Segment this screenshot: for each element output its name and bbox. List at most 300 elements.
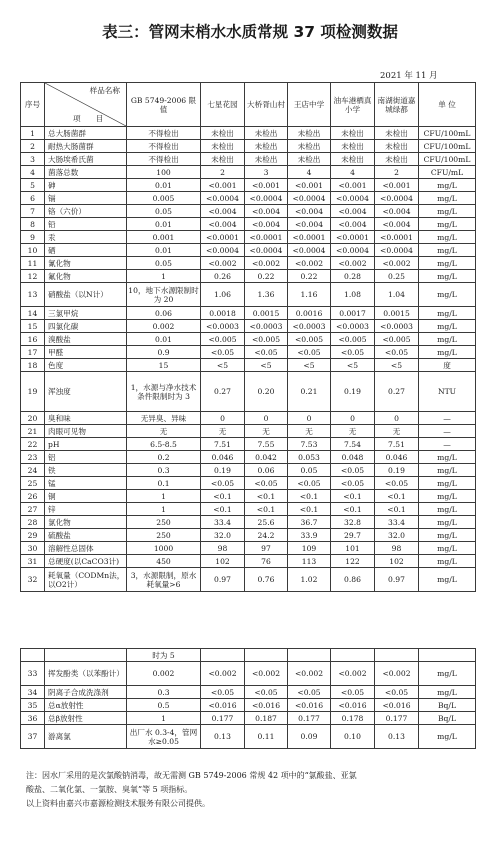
row-value-site-2: 未检出 [245, 127, 288, 140]
row-value-site-5: <0.05 [375, 686, 419, 699]
row-value-site-3: <5 [288, 359, 331, 372]
row-value-site-4: 0.28 [331, 270, 375, 283]
report-date: 2021 年 11 月 [380, 71, 438, 81]
row-unit: mg/L [419, 686, 476, 699]
row-value-site-5: 未检出 [375, 127, 419, 140]
row-value-site-1: <0.005 [201, 333, 245, 346]
row-value-site-1: 0.046 [201, 451, 245, 464]
row-unit: mg/L [419, 283, 476, 307]
table-row [21, 451, 476, 464]
row-item: 锰 [45, 477, 127, 490]
row-limit: 6.5-8.5 [127, 438, 201, 451]
row-index: 14 [21, 307, 45, 320]
row-item: 溶解性总固体 [45, 542, 127, 555]
table-row [21, 725, 476, 749]
row-value-site-1: 无 [201, 425, 245, 438]
row-value-site-4: <0.05 [331, 686, 375, 699]
row-value-site-4: 7.54 [331, 438, 375, 451]
row-limit: 0.001 [127, 231, 201, 244]
row-value-site-2: <0.05 [245, 686, 288, 699]
table-row [21, 307, 476, 320]
row-unit: NTU [419, 372, 476, 412]
row-value-site-1: 2 [201, 166, 245, 179]
row-limit: 0.05 [127, 257, 201, 270]
row-item: 三氯甲烷 [45, 307, 127, 320]
row-value-site-5: 0.0015 [375, 307, 419, 320]
row-limit: 250 [127, 516, 201, 529]
row-item: 氯化物 [45, 516, 127, 529]
header-site-5: 南湖街道嘉城绿都 [375, 83, 419, 127]
row-value-site-5: 0 [375, 412, 419, 425]
table-row [21, 346, 476, 359]
row-limit: 0.01 [127, 179, 201, 192]
row-value-site-2: 0 [245, 412, 288, 425]
row-value-site-2: <0.0001 [245, 231, 288, 244]
row-unit: mg/L [419, 568, 476, 592]
row-value-site-3: <0.1 [288, 503, 331, 516]
row-value-site-5: 0.27 [375, 372, 419, 412]
row-value-site-2: <0.002 [245, 662, 288, 686]
row-item: 总硬度(以CaCO3计) [45, 555, 127, 568]
header-standard: GB 5749-2006 限值 [127, 83, 201, 127]
row-value-site-1: 0 [201, 412, 245, 425]
row-index: 36 [21, 712, 45, 725]
row-value-site-4: 未检出 [331, 153, 375, 166]
row-limit: 无 [127, 425, 201, 438]
row-index: 32 [21, 568, 45, 592]
row-index: 1 [21, 127, 45, 140]
row-value-site-2: 0.76 [245, 568, 288, 592]
row-value-site-1: 0.97 [201, 568, 245, 592]
row-value-site-4: <0.004 [331, 205, 375, 218]
row-item: 菌落总数 [45, 166, 127, 179]
table-row [21, 503, 476, 516]
row-value-site-3: 0.21 [288, 372, 331, 412]
row-unit: mg/L [419, 464, 476, 477]
row-value-site-1: <0.004 [201, 218, 245, 231]
row-value-site-4: <0.004 [331, 218, 375, 231]
row-unit: mg/L [419, 179, 476, 192]
row-value-site-1: <0.1 [201, 490, 245, 503]
header-index: 序号 [21, 83, 45, 127]
row-limit: 不得检出 [127, 153, 201, 166]
row-value-site-1: 32.0 [201, 529, 245, 542]
row-value-site-4: <0.0004 [331, 244, 375, 257]
table-row-continued-limit [21, 649, 476, 662]
table-row [21, 153, 476, 166]
row-item: 锌 [45, 503, 127, 516]
row-value-site-3: 33.9 [288, 529, 331, 542]
row-value-site-3: <0.005 [288, 333, 331, 346]
row-value-site-2: <0.05 [245, 477, 288, 490]
table-row [21, 205, 476, 218]
table-row [21, 542, 476, 555]
row-item: 砷 [45, 179, 127, 192]
row-limit: 15 [127, 359, 201, 372]
header-site-3: 王店中学 [288, 83, 331, 127]
row-value-site-2: <0.0004 [245, 192, 288, 205]
row-unit: mg/L [419, 555, 476, 568]
row-value-site-1: 0.19 [201, 464, 245, 477]
row-value-site-3: 0 [288, 412, 331, 425]
row-value-site-5: 未检出 [375, 140, 419, 153]
row-value-site-1: <0.016 [201, 699, 245, 712]
row-value-site-3: <0.001 [288, 179, 331, 192]
row-value-site-3: <0.05 [288, 477, 331, 490]
row-value-site-1: 0.0018 [201, 307, 245, 320]
table-row [21, 320, 476, 333]
row-value-site-5: 未检出 [375, 153, 419, 166]
row-value-site-5: 32.0 [375, 529, 419, 542]
row-value-site-3: <0.1 [288, 490, 331, 503]
row-index: 21 [21, 425, 45, 438]
row-value-site-5: <5 [375, 359, 419, 372]
row-limit: 出厂水 0.3-4，管网水≥0.05 [127, 725, 201, 749]
row-unit: mg/L [419, 662, 476, 686]
row-value-site-1: <0.05 [201, 346, 245, 359]
row-value-site-3: 109 [288, 542, 331, 555]
table-row [21, 244, 476, 257]
row-index: 12 [21, 270, 45, 283]
row-index: 16 [21, 333, 45, 346]
row-value-site-1: <0.001 [201, 179, 245, 192]
row-value-site-5: 1.04 [375, 283, 419, 307]
row-value-site-1: <0.002 [201, 662, 245, 686]
row-value-site-1: 未检出 [201, 140, 245, 153]
row-item: 氟化物 [45, 270, 127, 283]
row-value-site-1: 0.27 [201, 372, 245, 412]
row-value-site-1: 0.26 [201, 270, 245, 283]
row-value-site-5: <0.05 [375, 477, 419, 490]
row-index: 6 [21, 192, 45, 205]
row-value-site-5: <0.004 [375, 218, 419, 231]
row-unit: mg/L [419, 725, 476, 749]
row-unit: mg/L [419, 333, 476, 346]
page-title: 表三：管网末梢水水质常规 37 项检测数据 [102, 23, 398, 41]
row-value-site-3: 0.05 [288, 464, 331, 477]
row-value-site-3: 未检出 [288, 127, 331, 140]
row-index: 8 [21, 218, 45, 231]
row-value-site-2: 7.55 [245, 438, 288, 451]
row-value-site-5: 0.046 [375, 451, 419, 464]
row-value-site-2: 3 [245, 166, 288, 179]
row-value-site-4: <0.002 [331, 662, 375, 686]
header-sample-name: 样品名称 [89, 86, 120, 95]
table-row [21, 568, 476, 592]
row-value-site-2: <0.005 [245, 333, 288, 346]
table-row [21, 490, 476, 503]
row-value-site-3: <0.0001 [288, 231, 331, 244]
row-index: 24 [21, 464, 45, 477]
row-value-site-4: <0.1 [331, 490, 375, 503]
row-value-site-5: <0.004 [375, 205, 419, 218]
row-unit: CFU/mL [419, 166, 476, 179]
header-item-diagonal [45, 83, 127, 127]
row-index: 33 [21, 662, 45, 686]
row-item: 总大肠菌群 [45, 127, 127, 140]
row-value-site-5: 0.25 [375, 270, 419, 283]
row-value-site-2: 未检出 [245, 153, 288, 166]
footnote-line-1: 注：因水厂采用的是次氯酸钠消毒，故无需测 GB 5749-2006 常规 42 项中的“氯酸盐、亚氯 [26, 771, 357, 780]
row-unit: mg/L [419, 218, 476, 231]
row-value-site-4: 未检出 [331, 140, 375, 153]
row-unit: mg/L [419, 231, 476, 244]
row-value-site-1: 33.4 [201, 516, 245, 529]
row-item: 铅 [45, 218, 127, 231]
row-value-site-1: 98 [201, 542, 245, 555]
row-value-site-3: 7.53 [288, 438, 331, 451]
row-value-site-5: 0.13 [375, 725, 419, 749]
row-limit: 0.3 [127, 686, 201, 699]
row-item: 耐热大肠菌群 [45, 140, 127, 153]
row-limit: 0.002 [127, 320, 201, 333]
row-value-site-1: <0.05 [201, 477, 245, 490]
row-unit: CFU/100mL [419, 127, 476, 140]
row-limit: 1 [127, 490, 201, 503]
row-value-site-2: <0.002 [245, 257, 288, 270]
table-header-row [21, 83, 476, 127]
table-row [21, 257, 476, 270]
row-limit: 0.9 [127, 346, 201, 359]
row-item: 铁 [45, 464, 127, 477]
row-value-site-1: 102 [201, 555, 245, 568]
row-unit: Bq/L [419, 699, 476, 712]
row-value-site-3: 0.22 [288, 270, 331, 283]
row-unit: CFU/100mL [419, 140, 476, 153]
row-item: 挥发酚类（以苯酚计） [45, 662, 127, 686]
footnote-line-3: 以上资料由嘉兴市嘉源检测技术服务有限公司提供。 [26, 799, 210, 808]
row-item: 大肠埃希氏菌 [45, 153, 127, 166]
row-limit: 1 [127, 712, 201, 725]
row-value-site-2: <0.004 [245, 205, 288, 218]
row-index: 19 [21, 372, 45, 412]
row-item: 镉 [45, 192, 127, 205]
table-row [21, 477, 476, 490]
row-value-site-4: <5 [331, 359, 375, 372]
row-index: 25 [21, 477, 45, 490]
row-value-site-4: 0.86 [331, 568, 375, 592]
header-item: 项 目 [73, 114, 104, 123]
row-index: 35 [21, 699, 45, 712]
row-value-site-4: <0.05 [331, 464, 375, 477]
row-item: 铜 [45, 490, 127, 503]
row-value-site-2: <5 [245, 359, 288, 372]
row-index: 23 [21, 451, 45, 464]
row-item: 总β放射性 [45, 712, 127, 725]
row-value-site-5: 0.97 [375, 568, 419, 592]
table-row [21, 231, 476, 244]
table-row [21, 425, 476, 438]
row-item: 耗氧量（CODMn法，以O2计） [45, 568, 127, 592]
header-site-4: 油车港栖真小学 [331, 83, 375, 127]
row-item: 游离氯 [45, 725, 127, 749]
row-value-site-3: 113 [288, 555, 331, 568]
row-value-site-3: 1.02 [288, 568, 331, 592]
row-value-site-3: 未检出 [288, 153, 331, 166]
row-value-site-4: 0.0017 [331, 307, 375, 320]
row-item: 氰化物 [45, 257, 127, 270]
row-unit: — [419, 425, 476, 438]
row-item: 汞 [45, 231, 127, 244]
row-value-site-4: <0.0001 [331, 231, 375, 244]
row-index: 28 [21, 516, 45, 529]
row-unit: Bq/L [419, 712, 476, 725]
row-value-site-3: 36.7 [288, 516, 331, 529]
row-value-site-3: <0.0004 [288, 244, 331, 257]
row-limit: 0.5 [127, 699, 201, 712]
row-limit: 10，地下水源限制时为 20 [127, 283, 201, 307]
table-row [21, 166, 476, 179]
row-value-site-5: 无 [375, 425, 419, 438]
row-value-site-2: 0.0015 [245, 307, 288, 320]
header-site-1: 七星花园 [201, 83, 245, 127]
row-limit: 0.2 [127, 451, 201, 464]
table-row [21, 359, 476, 372]
row-index: 31 [21, 555, 45, 568]
row-unit: mg/L [419, 477, 476, 490]
table-row [21, 438, 476, 451]
row-unit: mg/L [419, 244, 476, 257]
row-value-site-4: <0.001 [331, 179, 375, 192]
row-limit: 0.06 [127, 307, 201, 320]
row-unit: mg/L [419, 529, 476, 542]
row-item: 总α放射性 [45, 699, 127, 712]
row-value-site-1: <0.0004 [201, 244, 245, 257]
row-index: 7 [21, 205, 45, 218]
row-value-site-2: 0.11 [245, 725, 288, 749]
row-value-site-4: 0.10 [331, 725, 375, 749]
row-value-site-4: 0.19 [331, 372, 375, 412]
row-unit: CFU/100mL [419, 153, 476, 166]
row-limit: 不得检出 [127, 127, 201, 140]
table-row [21, 699, 476, 712]
row-value-site-2: 76 [245, 555, 288, 568]
row-unit: mg/L [419, 320, 476, 333]
row-value-site-3: <0.002 [288, 257, 331, 270]
row-value-site-5: <0.0004 [375, 244, 419, 257]
row-item: pH [45, 438, 127, 451]
row-value-site-4: 122 [331, 555, 375, 568]
row-unit: mg/L [419, 516, 476, 529]
row-index: 11 [21, 257, 45, 270]
row-value-site-2: 24.2 [245, 529, 288, 542]
row-value-site-5: 98 [375, 542, 419, 555]
header-unit: 单 位 [419, 83, 476, 127]
row-item: 臭和味 [45, 412, 127, 425]
row-value-site-2: <0.0004 [245, 244, 288, 257]
row-value-site-4: <0.05 [331, 346, 375, 359]
row-limit: 0.01 [127, 333, 201, 346]
row-index: 9 [21, 231, 45, 244]
row-value-site-5: <0.05 [375, 346, 419, 359]
footnote-line-2: 酸盐、二氧化氯、一氯胺、臭氧”等 5 项指标。 [26, 785, 193, 794]
row-limit: 250 [127, 529, 201, 542]
row-value-site-1: <0.05 [201, 686, 245, 699]
row-value-site-3: 4 [288, 166, 331, 179]
row-item: 四氯化碳 [45, 320, 127, 333]
table-row [21, 270, 476, 283]
row-value-site-3: <0.004 [288, 218, 331, 231]
row-index: 18 [21, 359, 45, 372]
row-value-site-4: <0.0004 [331, 192, 375, 205]
row-value-site-4: 未检出 [331, 127, 375, 140]
row-limit: 450 [127, 555, 201, 568]
row-limit: 0.01 [127, 218, 201, 231]
row-index: 37 [21, 725, 45, 749]
table-row [21, 192, 476, 205]
row-index: 5 [21, 179, 45, 192]
row-value-site-4: <0.016 [331, 699, 375, 712]
table-row [21, 283, 476, 307]
table-row [21, 179, 476, 192]
row-limit: 无异臭、异味 [127, 412, 201, 425]
row-limit: 3，水源限制，原水耗氧量>6 [127, 568, 201, 592]
row-index: 2 [21, 140, 45, 153]
row-limit: 0.002 [127, 662, 201, 686]
row-value-site-5: <0.0003 [375, 320, 419, 333]
row-value-site-2: 97 [245, 542, 288, 555]
row-value-site-1: 0.177 [201, 712, 245, 725]
row-value-site-4: <0.1 [331, 503, 375, 516]
table-row [21, 516, 476, 529]
row-item: 阴离子合成洗涤剂 [45, 686, 127, 699]
row-value-site-5: 33.4 [375, 516, 419, 529]
header-site-2: 大桥胥山村 [245, 83, 288, 127]
row-value-site-3: <0.05 [288, 686, 331, 699]
row-item: 硝酸盐（以N计） [45, 283, 127, 307]
row-value-site-1: 7.51 [201, 438, 245, 451]
row-limit: 100 [127, 166, 201, 179]
row-index: 10 [21, 244, 45, 257]
row-value-site-2: <0.05 [245, 346, 288, 359]
row-value-site-2: 1.36 [245, 283, 288, 307]
row-value-site-3: 无 [288, 425, 331, 438]
row-value-site-3: <0.002 [288, 662, 331, 686]
row-value-site-2: 0.22 [245, 270, 288, 283]
row-value-site-1: 0.13 [201, 725, 245, 749]
table-row [21, 662, 476, 686]
table-row [21, 686, 476, 699]
row-value-site-1: <0.0001 [201, 231, 245, 244]
row-value-site-2: 0.20 [245, 372, 288, 412]
row-unit: mg/L [419, 205, 476, 218]
row-value-site-3: 0.053 [288, 451, 331, 464]
row-value-site-4: 无 [331, 425, 375, 438]
row-value-site-4: 32.8 [331, 516, 375, 529]
row-value-site-4: 4 [331, 166, 375, 179]
row-value-site-4: 29.7 [331, 529, 375, 542]
row-index: 3 [21, 153, 45, 166]
row-value-site-1: 未检出 [201, 153, 245, 166]
row-value-site-5: <0.001 [375, 179, 419, 192]
row-value-site-4: <0.005 [331, 333, 375, 346]
row-index: 20 [21, 412, 45, 425]
row-value-site-1: <5 [201, 359, 245, 372]
row-unit: mg/L [419, 346, 476, 359]
row-limit: 不得检出 [127, 140, 201, 153]
row-value-site-3: <0.0003 [288, 320, 331, 333]
row-value-site-2: 0.187 [245, 712, 288, 725]
row-limit: 0.3 [127, 464, 201, 477]
row-value-site-2: 0.06 [245, 464, 288, 477]
row-value-site-1: <0.0003 [201, 320, 245, 333]
continued-limit: 时为 5 [127, 649, 201, 662]
row-value-site-2: <0.1 [245, 490, 288, 503]
row-index: 17 [21, 346, 45, 359]
row-limit: 1000 [127, 542, 201, 555]
row-value-site-2: 无 [245, 425, 288, 438]
table-row [21, 464, 476, 477]
